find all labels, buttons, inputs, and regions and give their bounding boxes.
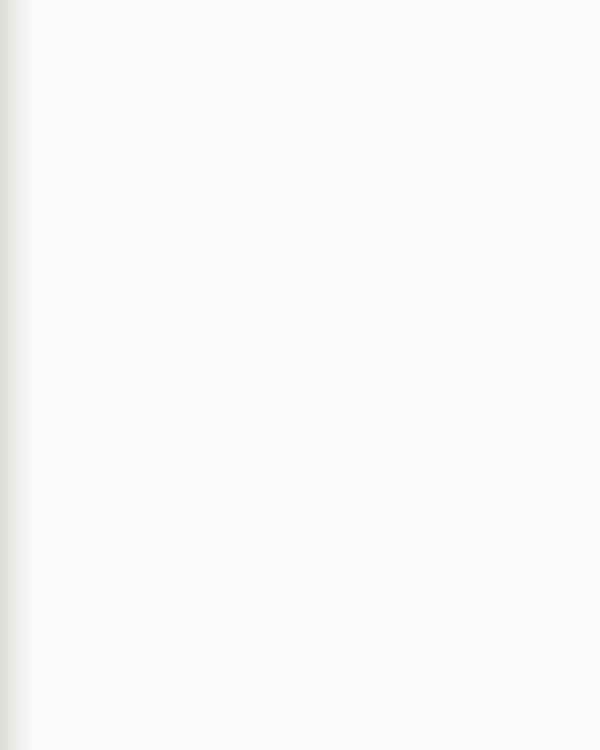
binding-gutter-shadow: [0, 0, 34, 750]
running-header: [90, 20, 520, 40]
